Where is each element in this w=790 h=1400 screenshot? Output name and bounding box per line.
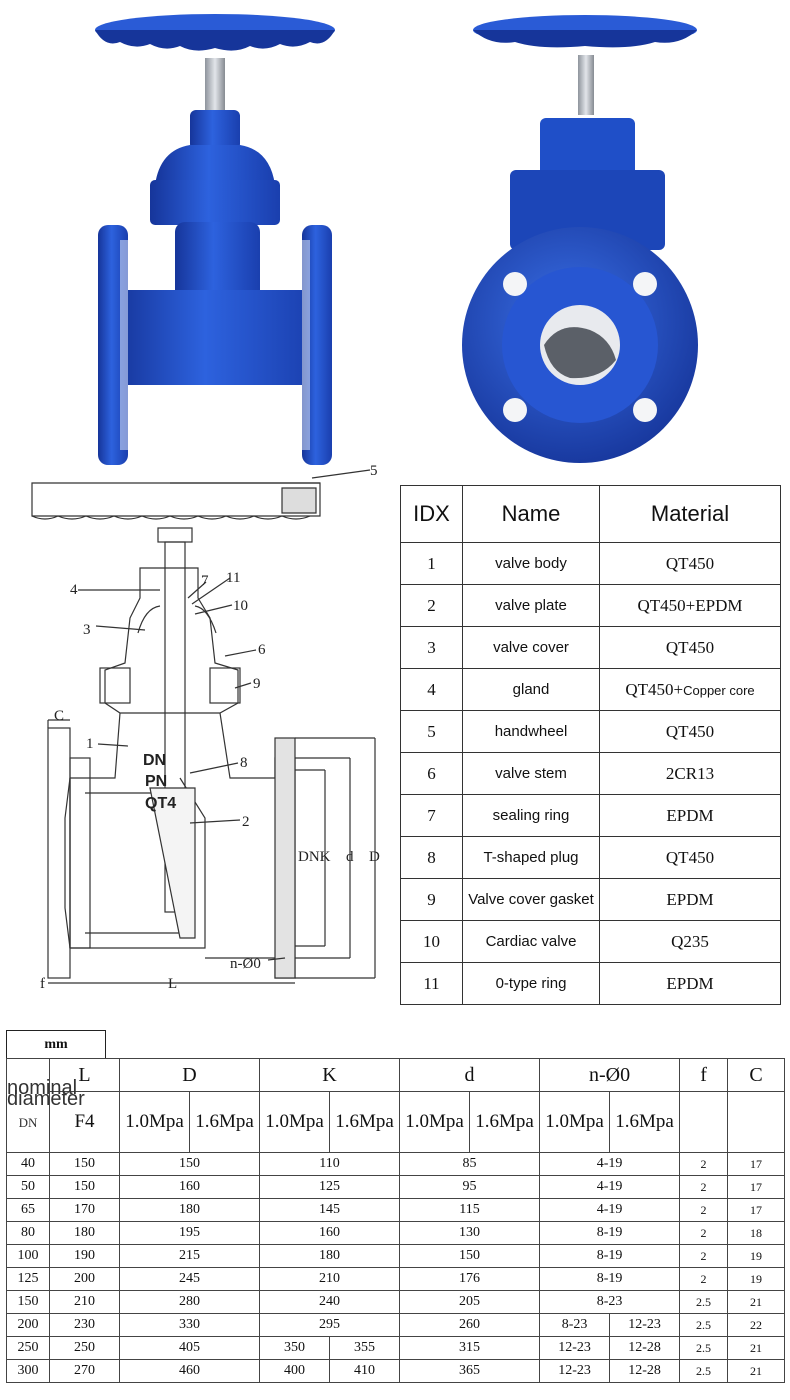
label-f: f	[40, 976, 45, 992]
label-2: 2	[242, 814, 250, 830]
material-cell: QT450+Copper core	[600, 669, 781, 711]
unit-label: mm	[6, 1030, 106, 1059]
body-mark-pn: PN	[145, 773, 168, 790]
header-n: n-Ø0	[540, 1059, 680, 1092]
table-row: 80 180 195 160 130 8-19 2 18	[7, 1222, 785, 1245]
table-row: 7 sealing ring EPDM	[401, 795, 781, 837]
header-D: D	[120, 1059, 260, 1092]
header-name: Name	[463, 486, 600, 543]
header-f: f	[680, 1059, 728, 1092]
table-row: 65 170 180 145 115 4-19 2 17	[7, 1199, 785, 1222]
label-6: 6	[258, 642, 266, 658]
body-mark-dn: DN	[143, 752, 167, 769]
table-row: 200 230 330 295 260 8-23 12-23 2.5 22	[7, 1314, 785, 1337]
header-L: L	[50, 1059, 120, 1092]
parts-header-row	[401, 486, 781, 543]
label-L: L	[168, 976, 178, 992]
label-4: 4	[70, 582, 78, 598]
header-d: d	[400, 1059, 540, 1092]
table-row: 3 valve cover QT450	[401, 627, 781, 669]
label-n: n-Ø0	[230, 956, 261, 972]
header-nominal-dn: nominal diameter DN	[7, 1059, 50, 1153]
label-1: 1	[86, 736, 94, 752]
header-C: C	[728, 1059, 785, 1092]
label-8: 8	[240, 755, 248, 771]
label-9: 9	[253, 676, 261, 692]
table-row: 40 150 150 110 85 4-19 2 17	[7, 1153, 785, 1176]
label-10: 10	[233, 598, 248, 614]
body-mark-qt: QT4	[145, 795, 177, 812]
table-row: 300 270 460 400 410 365 12-23 12-28 2.5 21	[7, 1360, 785, 1383]
parts-material-table	[400, 485, 781, 1005]
table-row: 50 150 160 125 95 4-19 2 17	[7, 1176, 785, 1199]
table-row: 125 200 245 210 176 8-19 2 19	[7, 1268, 785, 1291]
dimensions-table	[6, 1058, 785, 1383]
table-row: 100 190 215 180 150 8-19 2 19	[7, 1245, 785, 1268]
label-c: C	[54, 708, 65, 724]
dims-header-row-1	[7, 1059, 785, 1092]
table-row: 5 handwheel QT450	[401, 711, 781, 753]
table-row: 10 Cardiac valve Q235	[401, 921, 781, 963]
table-row: 11 0-type ring EPDM	[401, 963, 781, 1005]
dims-header-row-2: F4 1.0Mpa 1.6Mpa 1.0Mpa 1.6Mpa 1.0Mpa 1.6Mpa 1.0Mpa 1.6Mpa	[7, 1092, 785, 1153]
valve-side-photo	[60, 0, 390, 470]
label-5: 5	[370, 463, 378, 479]
table-row: 150 210 280 240 205 8-23 2.5 21	[7, 1291, 785, 1314]
table-row: 4 gland QT450+Copper core	[401, 669, 781, 711]
table-row: 250 250 405 350 355 315 12-23 12-28 2.5 21	[7, 1337, 785, 1360]
label-dnk: DNK	[298, 849, 331, 865]
table-row: 6 valve stem 2CR13	[401, 753, 781, 795]
label-11: 11	[226, 570, 241, 586]
header-idx: IDX	[401, 486, 463, 543]
table-row: 1 valve body QT450	[401, 543, 781, 585]
valve-front-photo	[440, 0, 740, 470]
label-7: 7	[201, 573, 209, 589]
header-material: Material	[600, 486, 781, 543]
label-D: D	[369, 849, 380, 865]
header-K: K	[260, 1059, 400, 1092]
table-row: 8 T-shaped plug QT450	[401, 837, 781, 879]
table-row: 9 Valve cover gasket EPDM	[401, 879, 781, 921]
valve-cross-section-drawing	[20, 458, 390, 998]
label-3: 3	[83, 622, 91, 638]
table-row: 2 valve plate QT450+EPDM	[401, 585, 781, 627]
label-d: d	[346, 849, 354, 865]
